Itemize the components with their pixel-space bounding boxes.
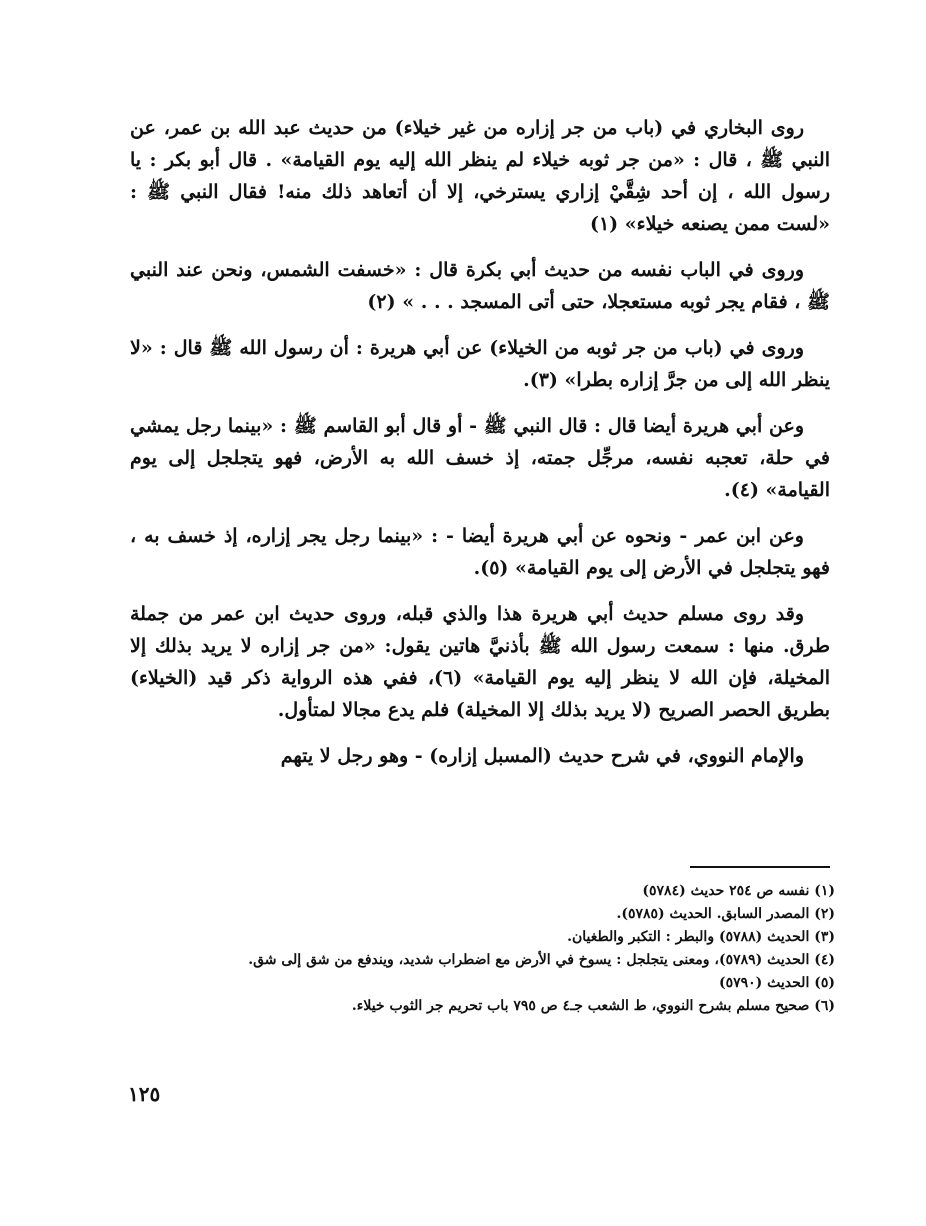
footnote-1: (١) نفسه ص ٢٥٤ حديث (٥٧٨٤) — [642, 883, 835, 899]
footnotes — [130, 880, 835, 1018]
paragraph-7: والإمام النووي، في شرح حديث (المسبل إزاره) - وهو رجل لا يتهم — [280, 745, 804, 767]
paragraph-2: وروى في الباب نفسه من حديث أبي بكرة قال : «خسفت الشمس، ونحن عند النبي ﷺ ، فقام يجر ثوبه مستعجلا، حتى أتى المسجد . . . » (٢) — [130, 259, 830, 313]
footnote-divider — [690, 866, 830, 868]
main-text — [130, 112, 830, 772]
page-number: ١٢٥ — [128, 1082, 161, 1106]
footnote-3: (٣) الحديث (٥٧٨٨) والبطر : التكبر والطغيان. — [567, 929, 835, 945]
paragraph-1: روى البخاري في (باب من جر إزاره من غير خيلاء) من حديث عبد الله بن عمر، عن النبي ﷺ ، قال : «من جر ثوبه خيلاء لم ينظر الله إليه يوم القيامة» . قال أبو بكر : يا رسول الله ، إن أحد شِقَّيْ إزاري يسترخي، إلا أن أتعاهد ذلك منه! فقال النبي ﷺ : «لست ممن يصنعه خيلاء» (١) — [130, 117, 830, 235]
paragraph-5: وعن ابن عمر - ونحوه عن أبي هريرة أيضا - : «بينما رجل يجر إزاره، إذ خسف به ، فهو يتجلجل في الأرض إلى يوم القيامة» (٥). — [130, 525, 830, 579]
paragraph-6: وقد روى مسلم حديث أبي هريرة هذا والذي قبله، وروى حديث ابن عمر من جملة طرق. منها : سمعت رسول الله ﷺ بأذنيَّ هاتين يقول: «من جر إزاره لا يريد بذلك إلا المخيلة، فإن الله لا ينظر إليه يوم القيامة» (٦)، ففي هذه الرواية ذكر قيد (الخيلاء) بطريق الحصر الصريح (لا يريد بذلك إلا المخيلة) فلم يدع مجالا لمتأول. — [130, 603, 830, 721]
footnote-4: (٤) الحديث (٥٧٨٩)، ومعنى يتجلجل : يسوخ في الأرض مع اضطراب شديد، ويندفع من شق إلى شق. — [248, 952, 835, 968]
paragraph-4: وعن أبي هريرة أيضا قال : قال النبي ﷺ - أو قال أبو القاسم ﷺ : «بينما رجل يمشي في حلة، تعجبه نفسه، مرجِّل جمته، إذ خسف الله به الأرض، فهو يتجلجل إلى يوم القيامة» (٤). — [130, 415, 830, 501]
footnote-2: (٢) المصدر السابق. الحديث (٥٧٨٥). — [616, 906, 835, 922]
footnote-5: (٥) الحديث (٥٧٩٠) — [718, 975, 835, 991]
paragraph-3: وروى في (باب من جر ثوبه من الخيلاء) عن أبي هريرة : أن رسول الله ﷺ قال : «لا ينظر الله إلى من جرَّ إزاره بطرا» (٣). — [130, 337, 830, 391]
footnote-6: (٦) صحيح مسلم بشرح النووي، ط الشعب جـ٤ ص ٧٩٥ باب تحريم جر الثوب خيلاء. — [351, 998, 835, 1014]
